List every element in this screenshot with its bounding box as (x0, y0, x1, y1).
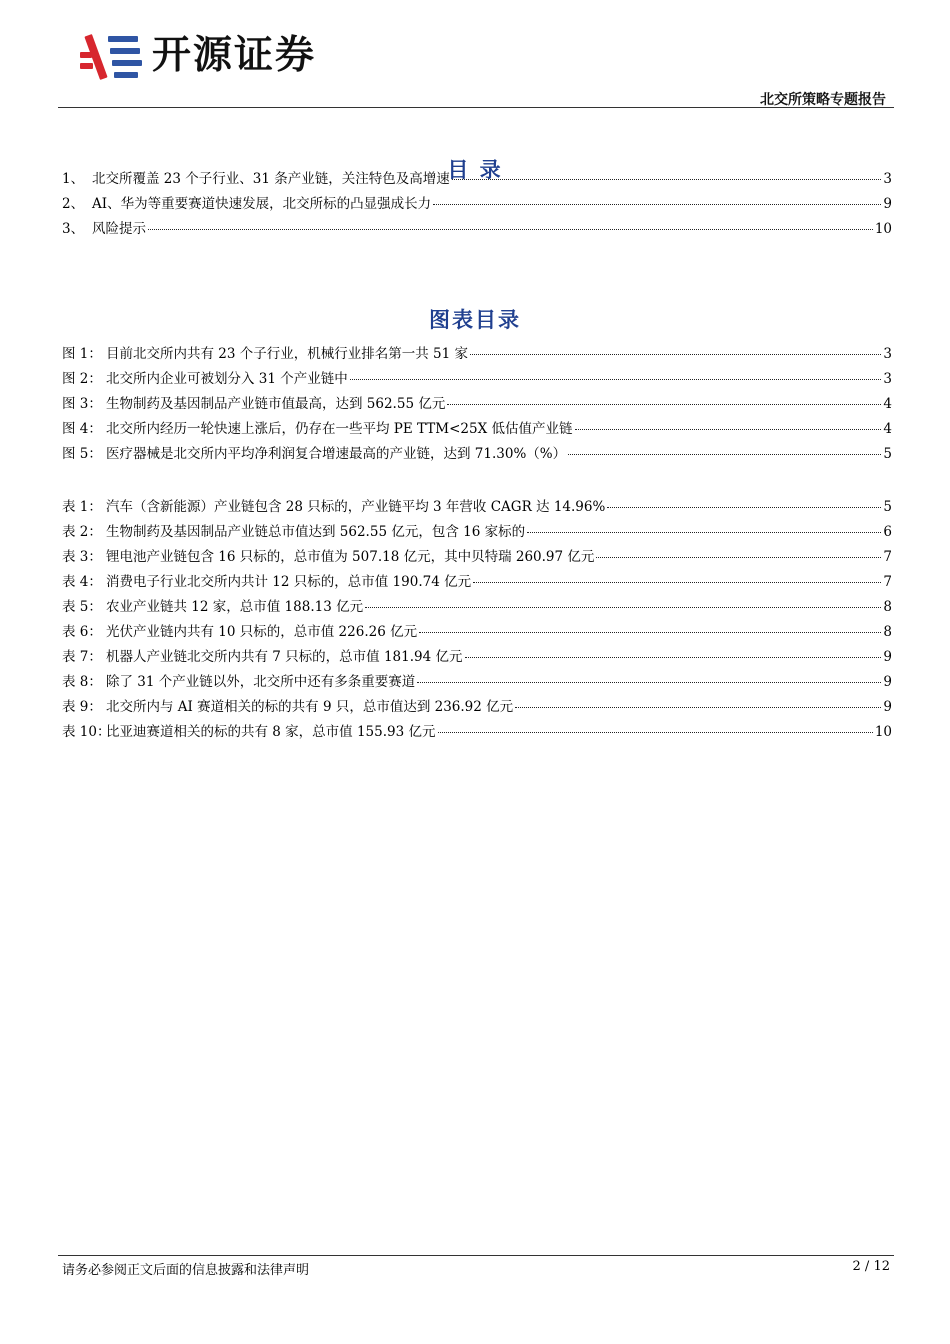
figure-number: 图 5： (62, 446, 102, 462)
page-header (0, 0, 950, 110)
toc-entry[interactable] (62, 217, 892, 242)
table-number: 表 10： (62, 724, 111, 740)
dot-leader (473, 582, 881, 583)
table-title: 除了 31 个产业链以外，北交所中还有多条重要赛道 (106, 674, 416, 690)
toc-number: 3、 (62, 221, 85, 237)
table-title: 北交所内与 AI 赛道相关的标的共有 9 只，总市值达到 236.92 亿元 (106, 699, 514, 715)
dot-leader (452, 179, 882, 180)
figure-number: 图 2： (62, 371, 102, 387)
figure-entry[interactable] (62, 442, 892, 467)
table-page-number: 9 (883, 674, 892, 690)
toc-entry[interactable] (62, 192, 892, 217)
toc-page-number: 3 (883, 171, 892, 187)
figure-list (62, 342, 892, 467)
toc-page-number: 10 (874, 221, 892, 237)
dot-leader (447, 404, 881, 405)
figure-page-number: 4 (883, 396, 892, 412)
toc-number: 1、 (62, 171, 85, 187)
figure-number: 图 4： (62, 421, 102, 437)
table-number: 表 2： (62, 524, 102, 540)
report-type: 北交所策略专题报告 (760, 92, 886, 108)
dot-leader (419, 632, 881, 633)
dot-leader (515, 707, 881, 708)
table-title: 消费电子行业北交所内共计 12 只标的，总市值 190.74 亿元 (106, 574, 472, 590)
table-page-number: 8 (883, 599, 892, 615)
figure-page-number: 3 (883, 346, 892, 362)
table-list (62, 495, 892, 745)
figure-number: 图 3： (62, 396, 102, 412)
table-number: 表 7： (62, 649, 102, 665)
toc-page-number: 9 (883, 196, 892, 212)
table-entry[interactable] (62, 570, 892, 595)
figures-title: 图表目录 (429, 308, 521, 332)
dot-leader (596, 557, 881, 558)
table-number: 表 5： (62, 599, 102, 615)
table-entry[interactable] (62, 495, 892, 520)
dot-leader (365, 607, 881, 608)
table-page-number: 9 (883, 649, 892, 665)
table-title: 农业产业链共 12 家，总市值 188.13 亿元 (106, 599, 364, 615)
table-title: 生物制药及基因制品产业链总市值达到 562.55 亿元，包含 16 家标的 (106, 524, 526, 540)
figure-entry[interactable] (62, 367, 892, 392)
table-number: 表 6： (62, 624, 102, 640)
table-entry[interactable] (62, 645, 892, 670)
table-title: 机器人产业链北交所内共有 7 只标的，总市值 181.94 亿元 (106, 649, 463, 665)
dot-leader (607, 507, 881, 508)
toc-list (62, 167, 892, 242)
header-divider (58, 107, 894, 108)
table-title: 汽车（含新能源）产业链包含 28 只标的，产业链平均 3 年营收 CAGR 达 14.96% (106, 499, 606, 515)
dot-leader (438, 732, 873, 733)
figure-title: 医疗器械是北交所内平均净利润复合增速最高的产业链，达到 71.30%（%） (106, 446, 567, 462)
figure-entry[interactable] (62, 417, 892, 442)
dot-leader (568, 454, 881, 455)
table-number: 表 4： (62, 574, 102, 590)
footer-divider (58, 1255, 894, 1256)
footer-page-number: 2 / 12 (852, 1259, 890, 1274)
table-entry[interactable] (62, 520, 892, 545)
dot-leader (527, 532, 881, 533)
table-page-number: 7 (883, 574, 892, 590)
figure-page-number: 4 (883, 421, 892, 437)
table-page-number: 6 (883, 524, 892, 540)
toc-number: 2、 (62, 196, 85, 212)
figure-title: 北交所内企业可被划分入 31 个产业链中 (106, 371, 348, 387)
table-title: 比亚迪赛道相关的标的共有 8 家，总市值 155.93 亿元 (106, 724, 436, 740)
table-page-number: 10 (874, 724, 892, 740)
figure-entry[interactable] (62, 392, 892, 417)
brand-name: 开源证券 (152, 33, 317, 78)
dot-leader (465, 657, 882, 658)
figure-page-number: 3 (883, 371, 892, 387)
dot-leader (350, 379, 882, 380)
table-page-number: 7 (883, 549, 892, 565)
table-page-number: 9 (883, 699, 892, 715)
table-number: 表 3： (62, 549, 102, 565)
table-entry[interactable] (62, 620, 892, 645)
table-entry[interactable] (62, 720, 892, 745)
table-entry[interactable] (62, 595, 892, 620)
table-entry[interactable] (62, 695, 892, 720)
figure-page-number: 5 (883, 446, 892, 462)
toc-title: 风险提示 (92, 221, 146, 237)
footer-disclaimer: 请务必参阅正文后面的信息披露和法律声明 (62, 1263, 310, 1278)
toc-title: 目 录 (447, 158, 503, 182)
dot-leader (148, 229, 873, 230)
toc-title: 北交所覆盖 23 个子行业、31 条产业链，关注特色及高增速 (92, 171, 450, 187)
table-page-number: 8 (883, 624, 892, 640)
table-title: 锂电池产业链包含 16 只标的，总市值为 507.18 亿元，其中贝特瑞 260.97 亿元 (106, 549, 595, 565)
table-entry[interactable] (62, 545, 892, 570)
table-title: 光伏产业链内共有 10 只标的，总市值 226.26 亿元 (106, 624, 418, 640)
dot-leader (433, 204, 881, 205)
dot-leader (417, 682, 881, 683)
dot-leader (470, 354, 881, 355)
toc-entry[interactable] (62, 167, 892, 192)
table-page-number: 5 (883, 499, 892, 515)
table-number: 表 1： (62, 499, 102, 515)
figure-title: 生物制药及基因制品产业链市值最高，达到 562.55 亿元 (106, 396, 446, 412)
figure-entry[interactable] (62, 342, 892, 367)
figure-number: 图 1： (62, 346, 102, 362)
kaiyuan-logo-icon (78, 30, 148, 84)
toc-title: AI、华为等重要赛道快速发展，北交所标的凸显强成长力 (92, 196, 432, 212)
table-number: 表 9： (62, 699, 102, 715)
figure-title: 北交所内经历一轮快速上涨后，仍存在一些平均 PE TTM<25X 低估值产业链 (106, 421, 573, 437)
dot-leader (575, 429, 882, 430)
table-number: 表 8： (62, 674, 102, 690)
figure-title: 目前北交所内共有 23 个子行业，机械行业排名第一共 51 家 (106, 346, 469, 362)
table-entry[interactable] (62, 670, 892, 695)
